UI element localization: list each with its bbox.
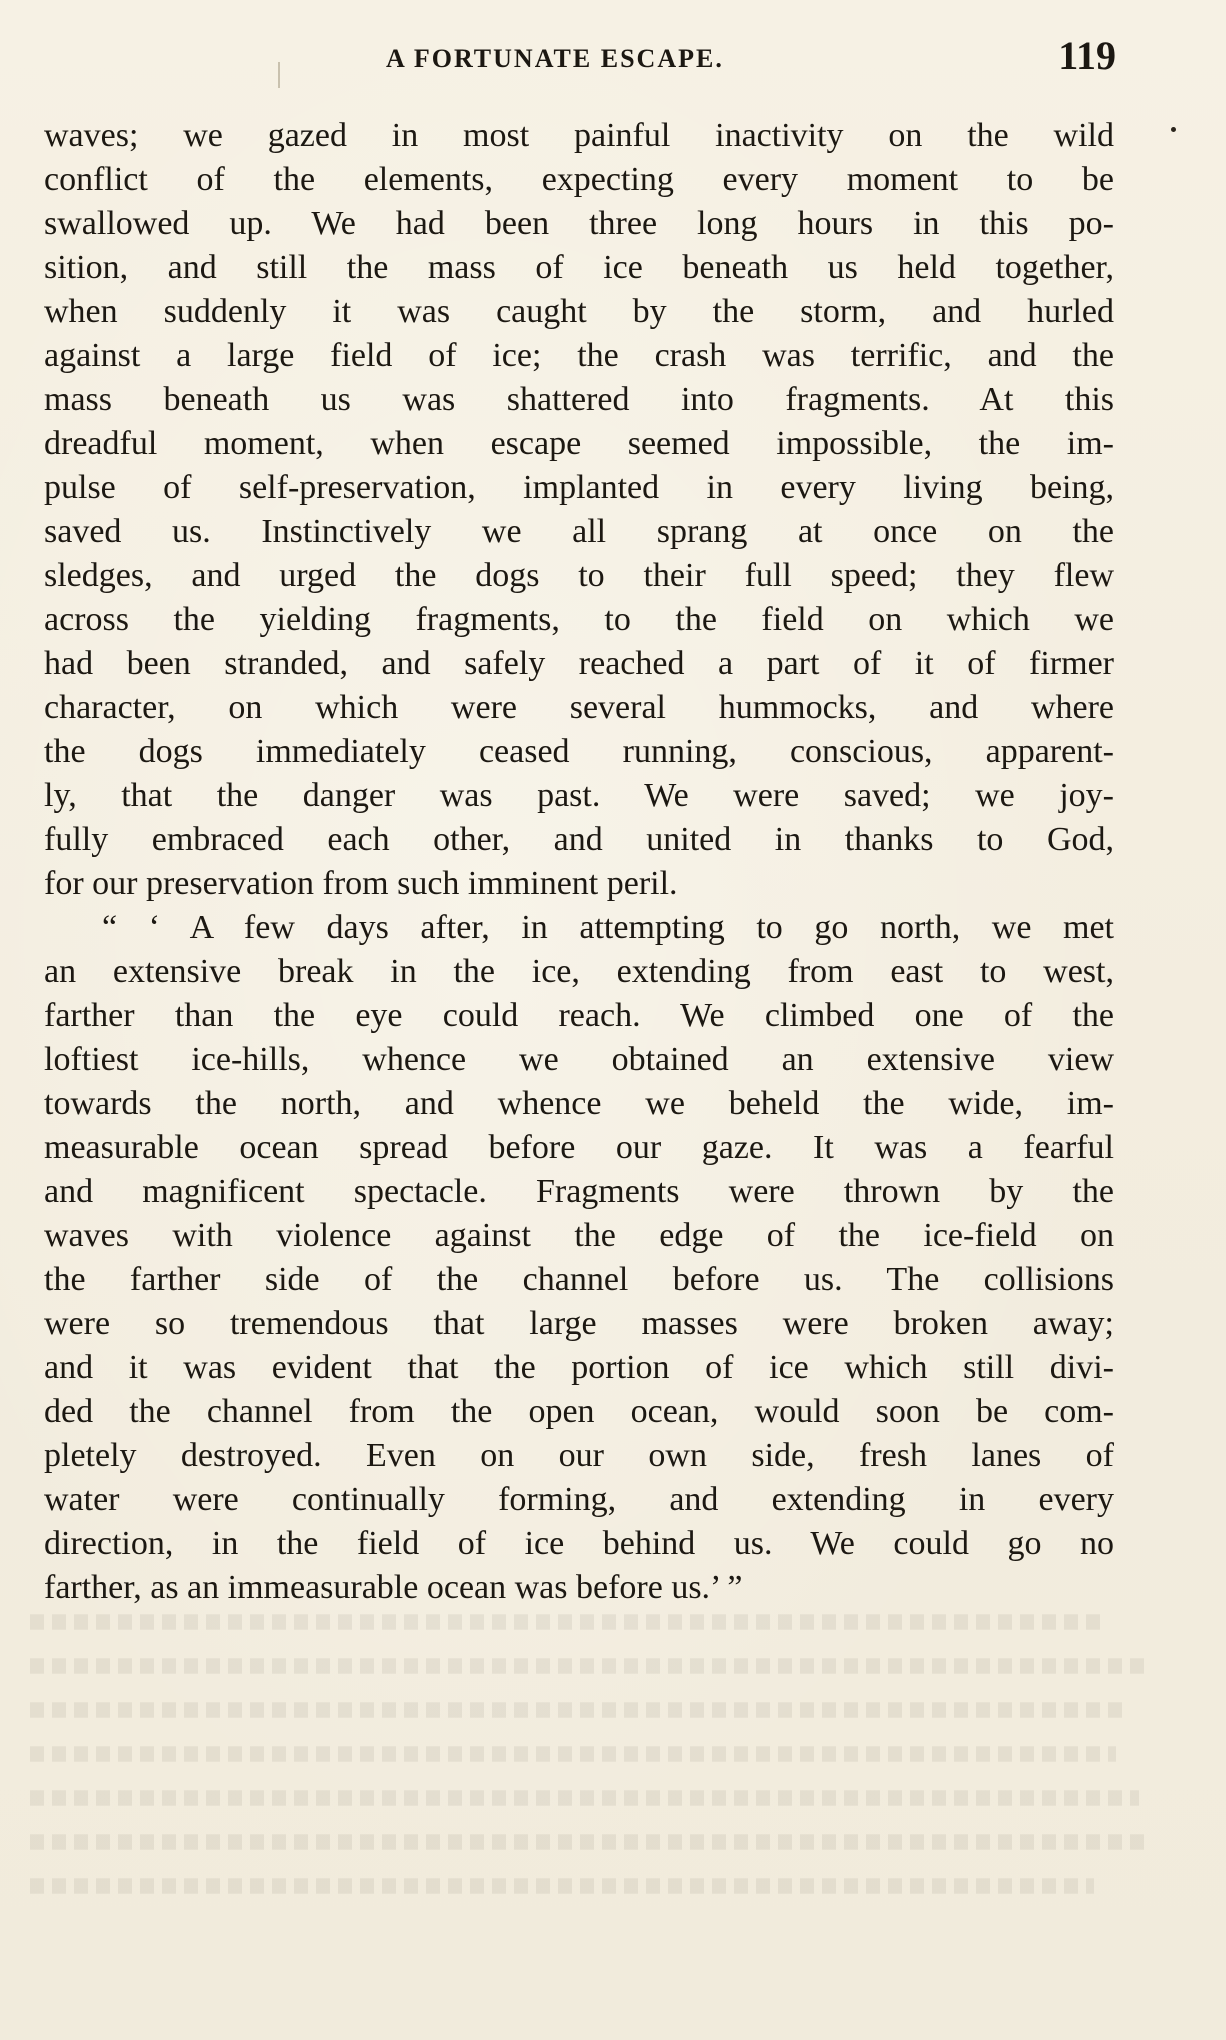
text-line: “ ‘ A few days after, in attempting to go north, we met: [102, 909, 1114, 946]
text-line: direction, in the field of ice behind us. We could go no: [44, 1525, 1114, 1562]
body-text: [44, 114, 1114, 1610]
text-line: saved us. Instinctively we all sprang at once on the: [44, 513, 1114, 550]
text-line: were so tremendous that large masses were broken away;: [44, 1305, 1114, 1342]
text-line: swallowed up. We had been three long hours in this po-: [44, 205, 1114, 242]
text-line: ly, that the danger was past. We were saved; we joy-: [44, 777, 1114, 814]
text-line: farther than the eye could reach. We climbed one of the: [44, 997, 1114, 1034]
page-header: [46, 32, 1116, 88]
text-line: had been stranded, and safely reached a part of it of firmer: [44, 645, 1114, 682]
bleed-line: [30, 1746, 1116, 1761]
bleed-line: [30, 1614, 1105, 1629]
text-line: farther, as an immeasurable ocean was before us.’ ”: [44, 1569, 743, 1606]
text-line: the farther side of the channel before us. The collisions: [44, 1261, 1114, 1298]
text-line: waves with violence against the edge of the ice-field on: [44, 1217, 1114, 1254]
text-line: conflict of the elements, expecting every moment to be: [44, 161, 1114, 198]
text-line: loftiest ice-hills, whence we obtained an extensive view: [44, 1041, 1114, 1078]
text-line: pulse of self-preservation, implanted in every living being,: [44, 469, 1114, 506]
text-line: sledges, and urged the dogs to their full speed; they flew: [44, 557, 1114, 594]
text-line: and it was evident that the portion of ice which still divi-: [44, 1349, 1114, 1386]
text-line: towards the north, and whence we beheld the wide, im-: [44, 1085, 1114, 1122]
text-line: water were continually forming, and extending in every: [44, 1481, 1114, 1518]
running-title: A FORTUNATE ESCAPE.: [386, 44, 724, 73]
text-line: and magnificent spectacle. Fragments were thrown by the: [44, 1173, 1114, 1210]
text-line: the dogs immediately ceased running, conscious, apparent-: [44, 733, 1114, 770]
bleed-line: [30, 1790, 1139, 1805]
page-number: 119: [1058, 33, 1116, 78]
text-line: character, on which were several hummocks, and where: [44, 689, 1114, 726]
bleed-line: [30, 1658, 1150, 1673]
bleed-line: [30, 1834, 1150, 1849]
text-line: pletely destroyed. Even on our own side, fresh lanes of: [44, 1437, 1114, 1474]
text-line: measurable ocean spread before our gaze. It was a fearful: [44, 1129, 1114, 1166]
text-line: dreadful moment, when escape seemed impossible, the im-: [44, 425, 1114, 462]
text-line: sition, and still the mass of ice beneath us held together,: [44, 249, 1114, 286]
text-line: ded the channel from the open ocean, would soon be com-: [44, 1393, 1114, 1430]
text-line: when suddenly it was caught by the storm, and hurled: [44, 293, 1114, 330]
text-line: across the yielding fragments, to the field on which we: [44, 601, 1114, 638]
gutter-mark: [278, 62, 280, 88]
text-line: waves; we gazed in most painful inactivity on the wild: [44, 117, 1114, 154]
bleed-line: [30, 1702, 1128, 1717]
text-line: mass beneath us was shattered into fragments. At this: [44, 381, 1114, 418]
text-line: for our preservation from such imminent peril.: [44, 865, 678, 902]
text-line: fully embraced each other, and united in thanks to God,: [44, 821, 1114, 858]
text-line: an extensive break in the ice, extending from east to west,: [44, 953, 1114, 990]
bleed-line: [30, 1878, 1094, 1893]
margin-ink-dot: [1171, 127, 1176, 132]
reverse-page-bleed-through: [30, 1600, 1150, 1920]
text-line: against a large field of ice; the crash was terrific, and the: [44, 337, 1114, 374]
